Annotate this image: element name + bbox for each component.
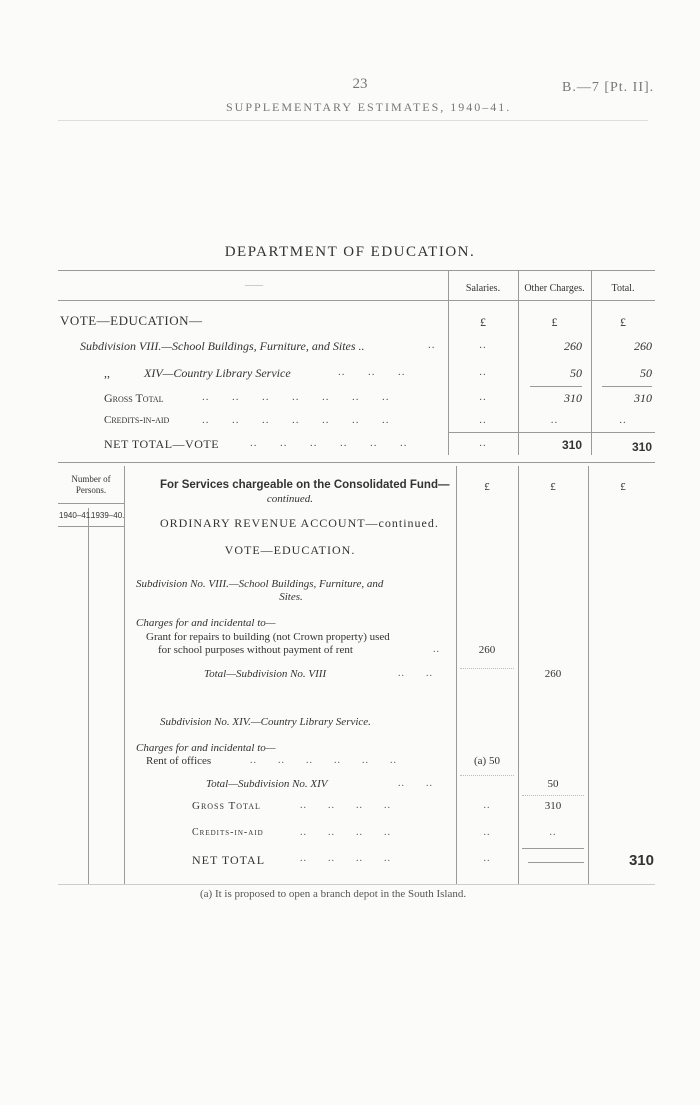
detail-net-rule — [522, 848, 584, 849]
detail-net-col2-rule — [528, 862, 584, 863]
summary-row-salaries: .. — [479, 366, 487, 378]
detail-subtotal-rule — [522, 795, 584, 796]
report-reference: B.—7 [Pt. II]. — [562, 80, 655, 95]
detail-credits-col2: .. — [549, 827, 557, 838]
vote-title: VOTE—EDUCATION— — [60, 313, 203, 328]
detail-net-total-leader: .. .. .. .. — [300, 853, 391, 864]
subdivision-8-item-amount: 260 — [478, 644, 496, 656]
summary-row-leader: .. .. .. .. .. .. — [250, 437, 408, 449]
summary-divider-3 — [591, 270, 592, 455]
other-charges-currency: £ — [551, 315, 558, 329]
summary-row-total: 310 — [631, 440, 652, 454]
subdivision-14-total-leader: .. .. — [398, 778, 433, 789]
summary-row-other-charges: .. — [550, 414, 559, 426]
subdivision-8-item-cont: for school purposes without payment of rent — [158, 644, 353, 656]
year-1940-41: 1940–41. — [59, 511, 93, 520]
summary-row-other-charges: 310 — [564, 391, 582, 405]
summary-row-salaries: .. — [479, 339, 487, 351]
total-currency: £ — [620, 315, 626, 329]
detail-currency: £ — [484, 481, 490, 493]
summary-blank-header: —— — [245, 280, 263, 290]
summary-row-leader: .. .. .. — [338, 366, 406, 378]
summary-row-leader: .. — [428, 339, 436, 351]
detail-net-total-amount: 310 — [628, 852, 654, 869]
summary-divider-2 — [518, 270, 519, 455]
persons-column-divider — [124, 466, 125, 884]
detail-gross-total-amount: 310 — [544, 800, 562, 812]
summary-top-rule — [58, 270, 655, 271]
detail-gross-total-col1: .. — [483, 800, 491, 811]
summary-row-other-charges: 50 — [570, 366, 582, 380]
summary-row-other-charges: 260 — [564, 339, 582, 353]
account-title: ORDINARY REVENUE ACCOUNT—continued. — [160, 516, 439, 530]
detail-bottom-rule — [58, 884, 655, 885]
salaries-header: Salaries. — [465, 283, 501, 294]
detail-vote-title: VOTE—EDUCATION. — [224, 543, 356, 557]
department-title: DEPARTMENT OF EDUCATION. — [224, 244, 476, 260]
subdivision-8-item: Grant for repairs to building (not Crown property) used — [146, 631, 390, 643]
subdivision-8-total-label: Total—Subdivision No. VIII — [204, 668, 327, 680]
year-1939-40: 1939–40. — [91, 511, 125, 520]
persons-header: Number of Persons. — [71, 474, 111, 495]
footnote: (a) It is proposed to open a branch depot in the South Island. — [200, 888, 467, 900]
detail-currency: £ — [550, 481, 556, 493]
detail-currency: £ — [620, 481, 626, 493]
detail-net-total-label: NET TOTAL — [192, 853, 266, 867]
subdivision-14-item-amount: (a) 50 — [474, 755, 500, 767]
summary-row-total: .. — [619, 414, 627, 426]
summary-row-label: NET TOTAL—VOTE — [104, 437, 220, 451]
year-divider — [88, 508, 89, 884]
summary-bottom-rule — [58, 462, 655, 463]
summary-divider-1 — [448, 270, 449, 455]
subdivision-8-rule — [460, 668, 514, 669]
summary-header-rule — [58, 300, 655, 301]
detail-credits-label: Credits-in-aid — [192, 827, 264, 838]
summary-subtotal-rule — [602, 386, 652, 387]
subdivision-14-title: Subdivision No. XIV.—Country Library Service. — [160, 716, 371, 728]
detail-gross-total-label: Gross Total — [192, 800, 261, 812]
running-title: SUPPLEMENTARY ESTIMATES, 1940–41. — [226, 100, 512, 114]
summary-row-salaries: .. — [479, 414, 487, 426]
detail-divider-1 — [456, 466, 457, 884]
summary-row-leader: .. .. .. .. .. .. .. — [202, 391, 390, 403]
page-number: 23 — [352, 76, 368, 92]
summary-row-label: Credits-in-aid — [104, 414, 170, 426]
summary-row-salaries: .. — [479, 437, 487, 449]
summary-row-label: Gross Total — [104, 391, 164, 405]
subdivision-14-total-label: Total—Subdivision No. XIV — [206, 778, 328, 790]
summary-row-total: 310 — [634, 391, 652, 405]
summary-row-label: Subdivision VIII.—School Buildings, Furniture, and Sites .. — [80, 339, 365, 353]
subdivision-8-total-amount: 260 — [544, 668, 562, 680]
persons-header-rule — [58, 503, 124, 504]
summary-row-other-charges: 310 — [561, 438, 582, 452]
summary-row-label: XIV—Country Library Service — [144, 366, 291, 380]
subdivision-14-total-amount: 50 — [547, 778, 559, 790]
other-charges-header: Other Charges. — [524, 283, 585, 294]
subdivision-14-charges: Charges for and incidental to— — [136, 742, 276, 754]
detail-credits-col1: .. — [483, 827, 491, 838]
summary-net-rule — [448, 432, 655, 433]
header-rule — [58, 120, 648, 121]
subdivision-8-title: Subdivision No. VIII.—School Buildings, Furniture, and — [136, 578, 384, 590]
consolidated-fund-continued: continued. — [266, 493, 314, 505]
subdivision-8-item-leader: .. — [433, 644, 440, 655]
detail-gross-total-leader: .. .. .. .. — [300, 800, 391, 811]
detail-net-total-col1: .. — [483, 853, 491, 864]
detail-credits-leader: .. .. .. .. — [300, 827, 391, 838]
summary-row-salaries: .. — [479, 391, 487, 403]
total-header: Total. — [611, 283, 635, 294]
summary-row-total: 260 — [634, 339, 652, 353]
subdivision-14-rule — [460, 775, 514, 776]
subdivision-14-item-leader: .. .. .. .. .. .. — [250, 755, 397, 766]
summary-row-total: 50 — [640, 366, 652, 380]
subdivision-14-item: Rent of offices — [146, 755, 212, 767]
salaries-currency: £ — [480, 315, 486, 329]
summary-subtotal-rule — [530, 386, 582, 387]
summary-row-ditto: ,, — [104, 366, 110, 380]
persons-year-rule — [58, 526, 124, 527]
consolidated-fund-heading: For Services chargeable on the Consolidated Fund— — [160, 479, 450, 491]
subdivision-8-total-leader: .. .. — [398, 668, 433, 679]
subdivision-8-title-cont: Sites. — [279, 591, 303, 603]
detail-divider-3 — [588, 466, 589, 884]
summary-row-leader: .. .. .. .. .. .. .. — [202, 414, 390, 426]
subdivision-8-charges: Charges for and incidental to— — [136, 617, 276, 629]
